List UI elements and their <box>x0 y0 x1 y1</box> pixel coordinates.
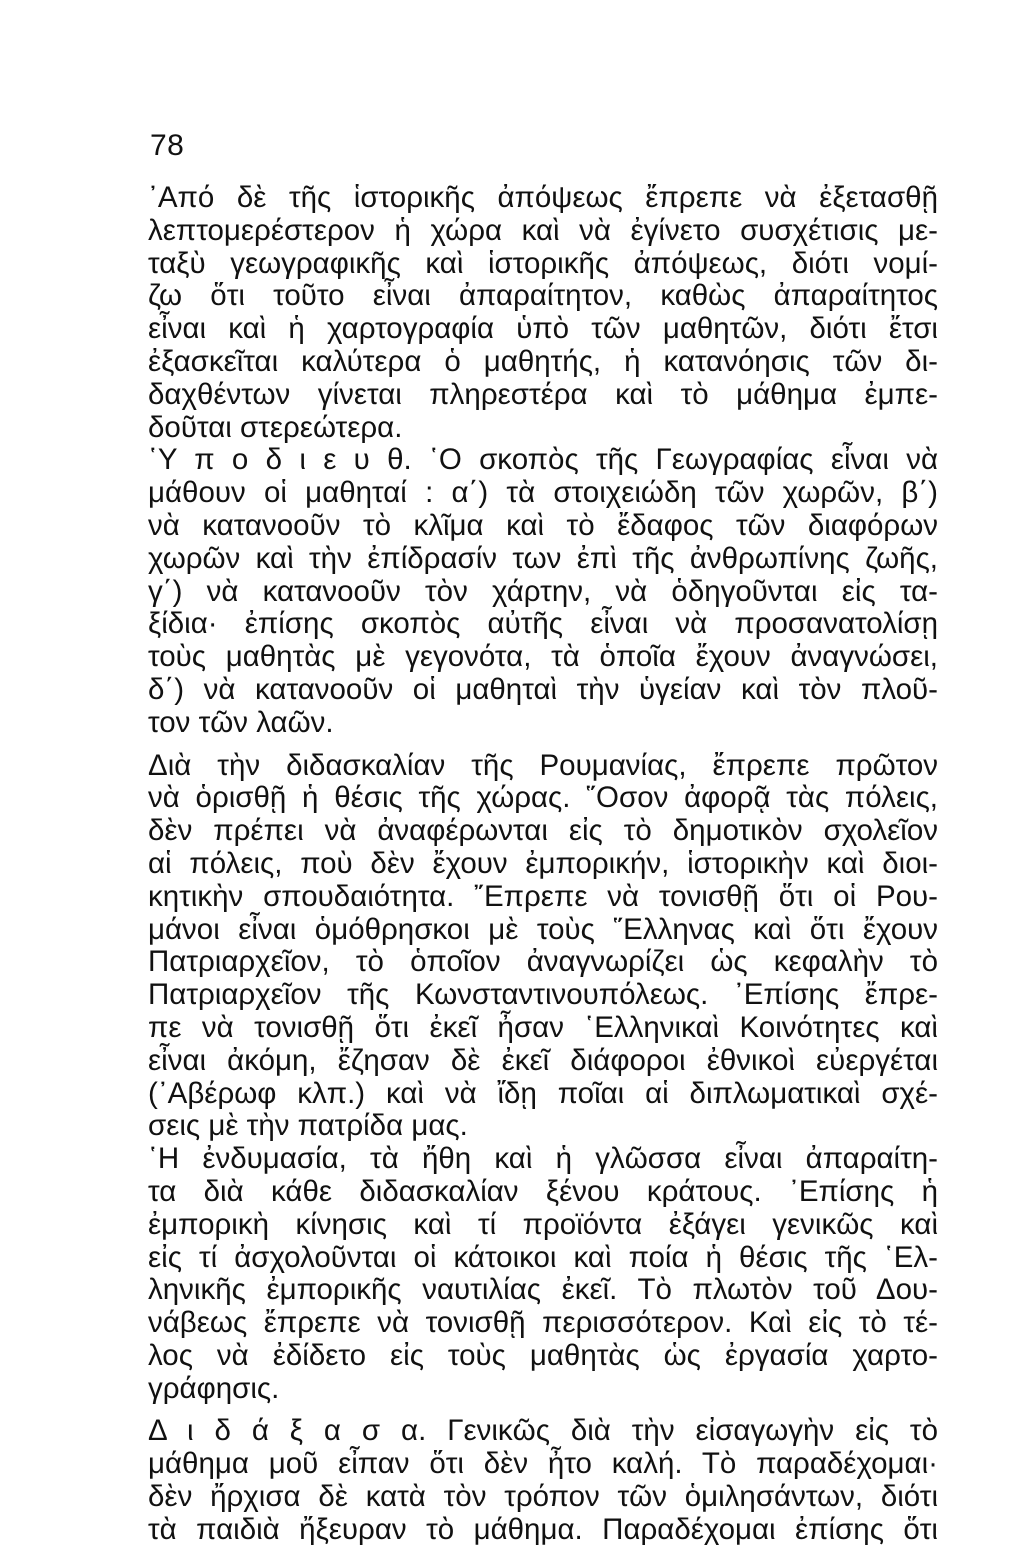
text-line: δοῦται στερεώτερα. <box>148 410 403 444</box>
paragraph-customs-trade <box>148 1143 938 1405</box>
text-line: ταξὺ γεωγραφικῆς καὶ ἱστορικῆς ἀπόψεως, διότι νομί- <box>148 246 938 280</box>
text-line: τα διὰ κάθε διδασκαλίαν ξένου κράτους. ᾿Επίσης ἡ <box>148 1174 938 1208</box>
text-line: ζω ὅτι τοῦτο εἶναι ἀπαραίτητον, καθὼς ἀπαραίτητος <box>148 279 938 313</box>
text-line: Πατριαρχεῖον, τὸ ὁποῖον ἀναγνωρίζει ὡς κεφαλὴν τὸ <box>148 945 938 979</box>
text-line: λος νὰ ἐδίδετο εἰς τοὺς μαθητὰς ὡς ἐργασία χαρτο- <box>148 1338 938 1372</box>
text-line: δὲν ἤρχισα δὲ κατὰ τὸν τρόπον τῶν ὁμιλησάντων, διότι <box>148 1480 938 1514</box>
text-line: δαχθέντων γίνεται πληρεστέρα καὶ τὸ μάθημα ἐμπε- <box>148 377 938 411</box>
text-line: νάβεως ἔπρεπε νὰ τονισθῇ περισσότερον. Καὶ εἰς τὸ τέ- <box>148 1306 938 1340</box>
text-line: γράφησις. <box>148 1371 280 1405</box>
text-line: χωρῶν καὶ τὴν ἐπίδρασίν των ἐπὶ τῆς ἀνθρωπίνης ζωῆς, <box>148 541 938 575</box>
text-line: κητικὴν σπουδαιότητα. ῎Επρεπε νὰ τονισθῇ ὅτι οἱ Ρου- <box>148 879 938 913</box>
text-line: τοὺς μαθητὰς μὲ γεγονότα, τὰ ὁποῖα ἔχουν ἀναγνώσει, <box>148 640 938 674</box>
text-line: ἐμπορικὴ κίνησις καὶ τί προϊόντα ἐξάγει γενικῶς καὶ <box>148 1207 938 1241</box>
text-line: νὰ ὁρισθῇ ἡ θέσις τῆς χώρας. ῞Οσον ἀφορᾷ τὰς πόλεις, <box>148 781 938 815</box>
paragraph-supervisor <box>148 444 938 739</box>
paragraph-teacher <box>148 1415 938 1546</box>
text-line: Δ ι δ ά ξ α σ α. Γενικῶς διὰ τὴν εἰσαγωγὴν εἰς τὸ <box>148 1414 938 1448</box>
text-line: νὰ κατανοοῦν τὸ κλῖμα καὶ τὸ ἔδαφος τῶν διαφόρων <box>148 508 938 542</box>
text-line: μάθημα μοῦ εἶπαν ὅτι δὲν ἦτο καλή. Τὸ παραδέχομαι· <box>148 1447 938 1481</box>
text-line: αἱ πόλεις, ποὺ δὲν ἔχουν ἐμπορικήν, ἱστορικὴν καὶ διοι- <box>148 846 938 880</box>
text-line: δ΄) νὰ κατανοοῦν οἱ μαθηταὶ τὴν ὑγείαν καὶ τὸν πλοῦ- <box>148 672 938 706</box>
text-line: τον τῶν λαῶν. <box>148 705 334 739</box>
text-line: μάνοι εἶναι ὁμόθρησκοι μὲ τοὺς ῞Ελληνας καὶ ὅτι ἔχουν <box>148 912 938 946</box>
page-number: 78 <box>150 129 185 162</box>
text-line: ῾Η ἐνδυμασία, τὰ ἤθη καὶ ἡ γλῶσσα εἶναι ἀπαραίτη- <box>148 1142 938 1176</box>
text-line: ληνικῆς ἐμπορικῆς ναυτιλίας ἐκεῖ. Τὸ πλωτὸν τοῦ Δου- <box>148 1273 938 1307</box>
text-line: γ΄) νὰ κατανοοῦν τὸν χάρτην, νὰ ὁδηγοῦνται εἰς τα- <box>148 574 938 608</box>
text-line: ἐξασκεῖται καλύτερα ὁ μαθητής, ἡ κατανόησις τῶν δι- <box>148 344 938 378</box>
text-line: μάθουν οἱ μαθηταί : α΄) τὰ στοιχειώδη τῶν χωρῶν, β΄) <box>148 476 938 510</box>
text-line: εἶναι καὶ ἡ χαρτογραφία ὑπὸ τῶν μαθητῶν, διότι ἔτσι <box>148 312 938 346</box>
text-line: Διὰ τὴν διδασκαλίαν τῆς Ρουμανίας, ἔπρεπε πρῶτον <box>148 748 938 782</box>
body-text <box>148 182 938 1547</box>
text-line: σεις μὲ τὴν πατρίδα μας. <box>148 1109 468 1143</box>
text-line: ᾿Από δὲ τῆς ἱστορικῆς ἀπόψεως ἔπρεπε νὰ ἐξετασθῇ <box>148 181 938 214</box>
text-line: πε νὰ τονισθῇ ὅτι ἐκεῖ ἦσαν ῾Ελληνικαὶ Κοινότητες καὶ <box>148 1010 938 1044</box>
text-line: δὲν πρέπει νὰ ἀναφέρωνται εἰς τὸ δημοτικὸν σχολεῖον <box>148 814 938 848</box>
text-line: εἶναι ἀκόμη, ἔζησαν δὲ ἐκεῖ διάφοροι ἐθνικοὶ εὐεργέται <box>148 1043 938 1077</box>
text-line: ῾Υ π ο δ ι ε υ θ. ῾Ο σκοπὸς τῆς Γεωγραφίας εἶναι νὰ <box>148 443 938 477</box>
paragraph-historical-view <box>148 182 938 444</box>
paragraph-romania-teaching <box>148 750 938 1144</box>
text-line: Πατριαρχεῖον τῆς Κωνσταντινουπόλεως. ᾿Επίσης ἔπρε- <box>148 978 938 1012</box>
text-line: λεπτομερέστερον ἡ χώρα καὶ νὰ ἐγίνετο συσχέτισις με- <box>148 213 938 247</box>
text-line: (᾿Αβέρωφ κλπ.) καὶ νὰ ἴδῃ ποῖαι αἱ διπλωματικαὶ σχέ- <box>148 1076 938 1110</box>
text-line: ξίδια· ἐπίσης σκοπὸς αὐτῆς εἶναι νὰ προσανατολίσῃ <box>148 607 938 641</box>
text-line: τὰ παιδιὰ ἤξευραν τὸ μάθημα. Παραδέχομαι ἐπίσης ὅτι <box>148 1512 938 1546</box>
text-line: εἰς τί ἀσχολοῦνται οἱ κάτοικοι καὶ ποία ἡ θέσις τῆς ῾Ελ- <box>148 1240 938 1274</box>
